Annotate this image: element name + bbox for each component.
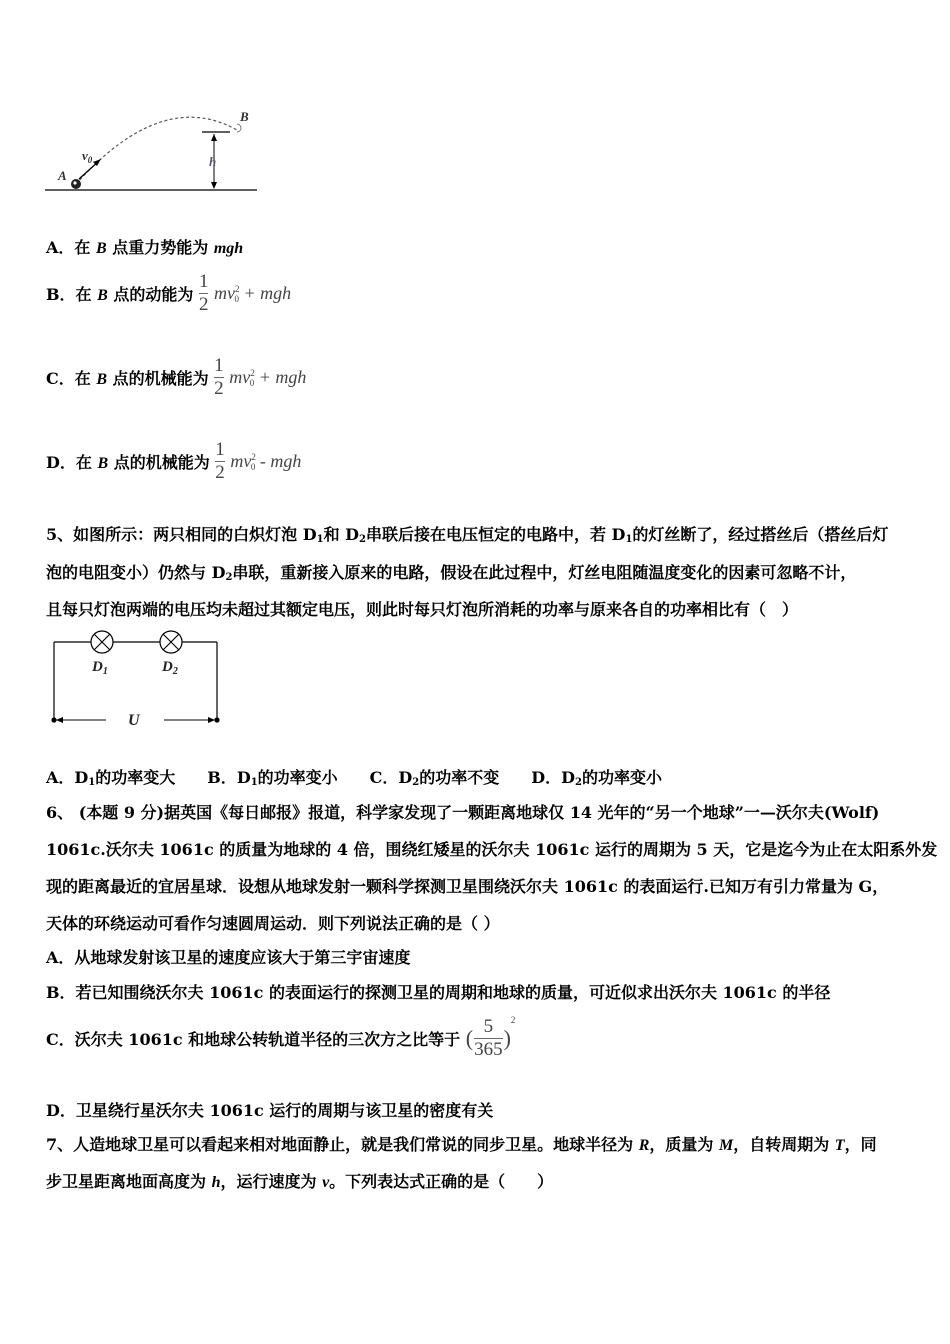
fraction-5-365: $\frac{5}{365}$ bbox=[474, 1016, 503, 1060]
q7-stem-line2: 步卫星距离地面高度为 h，运行速度为 v。下列表达式正确的是（ ） bbox=[46, 1172, 554, 1191]
fraction-half: $\frac{1}{2}$ bbox=[215, 439, 225, 483]
q4-option-a[interactable]: A．在 B 点重力势能为 mgh bbox=[46, 238, 244, 257]
q5-option-b[interactable]: B．$D_1$的功率变小 bbox=[207, 768, 338, 788]
q4-option-b[interactable]: B．在 B 点的动能为 $\frac{1}{2}$ $mv^2_0$ + mgh bbox=[46, 271, 292, 315]
ball-b-icon bbox=[237, 124, 241, 132]
terminal-right bbox=[214, 717, 219, 722]
label-d2: $D_2$ bbox=[162, 659, 178, 677]
q6-stem-line3: 现的距离最近的宜居星球．设想从地球发射一颗科学探测卫星围绕沃尔夫 1061c 的表面运行.已知万有引力常量为 G， bbox=[46, 877, 889, 896]
q5-option-a[interactable]: A．$D_1$的功率变大 bbox=[46, 768, 176, 788]
q6-stem-line4: 天体的环绕运动可看作匀速圆周运动．则下列说法正确的是（ ） bbox=[46, 914, 500, 933]
label-A: A bbox=[58, 168, 67, 183]
lamp-d2-icon bbox=[160, 631, 182, 653]
formula: $mv^2_0$ + mgh bbox=[229, 367, 307, 388]
q6-stem-line2: 1061c.沃尔夫 1061c 的质量为地球的 4 倍，围绕红矮星的沃尔夫 1061c 运行的周期为 5 天，它是迄今为止在太阳系外发 bbox=[46, 840, 938, 859]
formula: $mv^2_0$ + mgh bbox=[214, 283, 292, 304]
label-B: B bbox=[240, 109, 249, 124]
trajectory-curve bbox=[76, 117, 237, 184]
q4-option-d[interactable]: D．在 B 点的机械能为 $\frac{1}{2}$ $mv^2_0$ - mgh bbox=[46, 439, 302, 483]
lamp-d1-icon bbox=[91, 631, 113, 653]
label-h: h bbox=[209, 154, 217, 169]
q6-option-c[interactable]: C．沃尔夫 1061c 和地球公转轨道半径的三次方之比等于 ( $\frac{5}{365}$ )$^2$ bbox=[46, 1015, 516, 1060]
q6-option-b[interactable]: B．若已知围绕沃尔夫 1061c 的表面运行的探测卫星的周期和地球的质量，可近似求出沃尔夫 1061c 的半径 bbox=[46, 983, 831, 1002]
label-v0: $v_0$ bbox=[82, 148, 93, 165]
q5-stem-line3: 且每只灯泡两端的电压均未超过其额定电压，则此时每只灯泡所消耗的功率与原来各自的功率相比有（ ） bbox=[46, 600, 799, 619]
label-d1: $D_1$ bbox=[92, 659, 108, 677]
terminal-left bbox=[51, 717, 56, 722]
q5-option-c[interactable]: C．$D_2$的功率不变 bbox=[369, 768, 500, 788]
fraction-half: $\frac{1}{2}$ bbox=[198, 271, 209, 315]
fraction-half: $\frac{1}{2}$ bbox=[214, 355, 224, 399]
q5-stem-line2: 泡的电阻变小）仍然与 $D_2$串联，重新接入原来的电路，假设在此过程中，灯丝电阻随温度变化的因素可忽略不计， bbox=[46, 563, 857, 583]
q5-options bbox=[46, 765, 694, 788]
q6-option-a[interactable]: A．从地球发射该卫星的速度应该大于第三宇宙速度 bbox=[46, 948, 411, 967]
formula: $mv^2_0$ - mgh bbox=[230, 451, 302, 472]
q7-stem-line1: 7、人造地球卫星可以看起来相对地面静止，就是我们常说的同步卫星。地球半径为 R，质量为 M，自转周期为 T，同 bbox=[46, 1135, 877, 1154]
label-u: U bbox=[128, 712, 140, 729]
q5-stem-line1: 5、如图所示：两只相同的白炽灯泡 $D_1$和 $D_2$串联后接在电压恒定的电路中，若 $D_1$的灯丝断了，经过搭丝后（搭丝后灯 bbox=[46, 525, 889, 545]
q4-option-c[interactable]: C．在 B 点的机械能为 $\frac{1}{2}$ $mv^2_0$ + mgh bbox=[46, 355, 307, 399]
projectile-figure bbox=[42, 108, 267, 198]
q5-option-d[interactable]: D．$D_2$的功率变小 bbox=[531, 768, 663, 788]
q6-option-d[interactable]: D．卫星绕行星沃尔夫 1061c 运行的周期与该卫星的密度有关 bbox=[46, 1101, 494, 1120]
circuit-figure bbox=[44, 628, 234, 733]
q6-stem-line1: 6、 (本题 9 分)据英国《每日邮报》报道，科学家发现了一颗距离地球仅 14 光年的“另一个地球”一—沃尔夫(Wolf) bbox=[46, 803, 880, 822]
